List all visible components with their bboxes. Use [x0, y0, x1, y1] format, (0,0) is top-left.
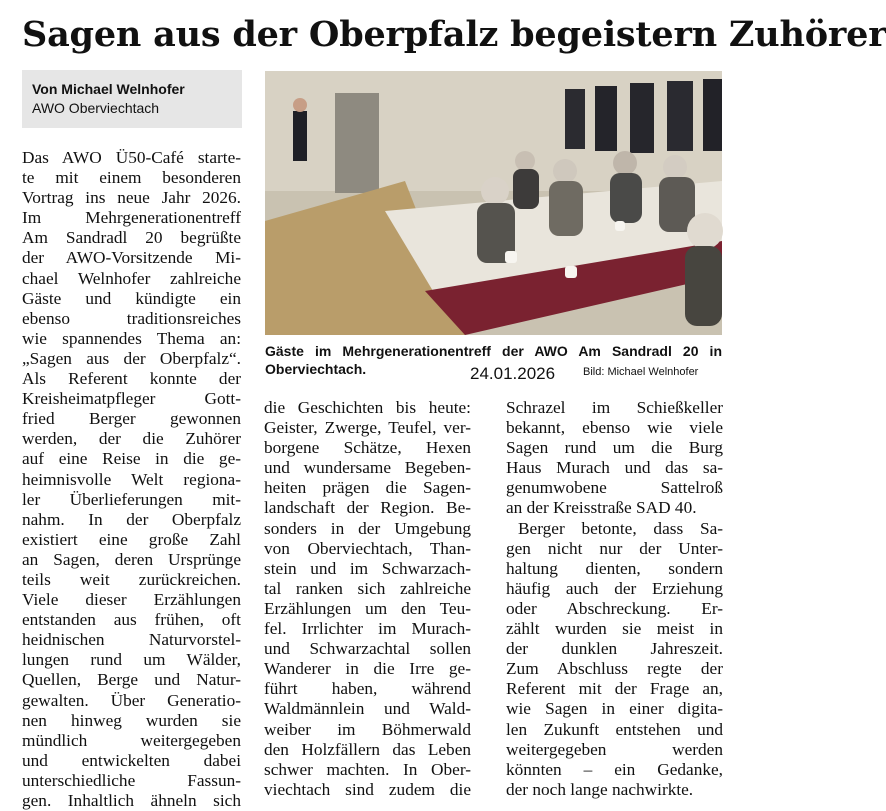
text-line: Das AWO Ü50-Café starte- — [22, 148, 241, 167]
text-line: viechtach sind zudem die — [264, 779, 471, 799]
text-line: wie spannendes Thema an: — [22, 328, 241, 348]
text-line: nen hinweg wurden sie — [22, 710, 241, 730]
text-line: könnten – ein Gedanke, — [506, 759, 723, 779]
text-line: ler Überlieferungen mit- — [22, 489, 241, 509]
text-line: und entwickelten dabei — [22, 750, 241, 770]
text-line: landschaft der Region. Be- — [264, 498, 471, 518]
article-column-1 — [22, 148, 241, 811]
text-line: der AWO-Vorsitzende Mi- — [22, 248, 241, 268]
text-line: entstanden aus frühen, oft — [22, 610, 241, 630]
text-line: genumwobene Sattelroß — [506, 478, 723, 498]
text-line: chael Welnhofer zahlreiche — [22, 268, 241, 288]
text-line: gewalten. Über Generatio- — [22, 690, 241, 710]
article-column-3 — [506, 398, 723, 800]
byline-org: AWO Oberviechtach — [32, 100, 160, 116]
text-line: der dunklen Jahreszeit. — [506, 639, 723, 659]
text-line: borgene Schätze, Hexen — [264, 438, 471, 458]
text-line: Referent mit der Frage an, — [506, 679, 723, 699]
text-line: Als Referent konnte der — [22, 369, 241, 389]
text-line: sonders in der Umgebung — [264, 518, 471, 538]
text-line: Waldmännlein und Wald- — [264, 699, 471, 719]
caption-line-1: Gäste im Mehrgenerationentreff der AWO Am Sandradl 20 in — [265, 343, 722, 359]
text-line: Erzählungen um den Teu- — [264, 598, 471, 618]
text-line: Berger betonte, dass Sa- — [518, 518, 723, 538]
text-line: weiber im Böhmerwald — [264, 719, 471, 739]
text-line: haltung dienten, sondern — [506, 558, 723, 578]
text-line: heimnisvolle Welt regiona- — [22, 469, 241, 489]
text-line: Gäste und kündigte ein — [22, 288, 241, 308]
text-line: heidnischen Naturvorstel- — [22, 630, 241, 650]
text-line: an der Kreisstraße SAD 40. — [506, 498, 697, 518]
text-line: lungen rund um Wälder, — [22, 650, 241, 670]
byline-author: Von Michael Welnhofer — [32, 81, 185, 97]
text-line: häufig auch der Erziehung — [506, 578, 723, 598]
text-line: len Zukunft entstehen und — [506, 719, 723, 739]
headline: Sagen aus der Oberpfalz begeistern Zuhörer — [22, 14, 886, 55]
text-line: und wundersame Begeben- — [264, 458, 471, 478]
text-line: „Sagen aus der Oberpfalz“. — [22, 348, 241, 368]
text-line: gen nicht nur der Unter- — [506, 538, 723, 558]
text-line: von Oberviechtach, Than- — [264, 538, 471, 558]
text-line: Quellen, Berge und Natur- — [22, 670, 241, 690]
text-line: weitergegeben werden — [506, 739, 723, 759]
text-line: oder Abschreckung. Er- — [506, 598, 723, 618]
photo-credit: Bild: Michael Welnhofer — [583, 366, 699, 378]
text-line: Geister, Zwerge, Teufel, ver- — [264, 418, 471, 438]
text-line: fried Berger gewonnen — [22, 409, 241, 429]
text-line: teils weit zurückreichen. — [22, 569, 241, 589]
text-line: auf eine Reise in die ge- — [22, 449, 241, 469]
text-line: Vortrag ins neue Jahr 2026. — [22, 188, 241, 208]
text-line: nahm. In der Oberpfalz — [22, 509, 241, 529]
text-line: und Schwarzachtal sollen — [264, 639, 471, 659]
text-line: heiten prägen die Sagen- — [264, 478, 471, 498]
text-line: existiert eine große Zahl — [22, 529, 241, 549]
caption-line-2: Oberviechtach. — [265, 361, 367, 377]
text-line: wie Sagen in einer digita- — [506, 699, 723, 719]
text-line: mündlich weitergegeben — [22, 730, 241, 750]
text-line: stein und im Schwarzach- — [264, 558, 471, 578]
text-line: Haus Murach und das sa- — [506, 458, 723, 478]
text-line: die Geschichten bis heute: — [264, 398, 471, 417]
text-line: Am Sandradl 20 begrüßte — [22, 228, 241, 248]
text-line: Schrazel im Schießkeller — [506, 398, 723, 417]
text-line: Zum Abschluss regte der — [506, 659, 723, 679]
text-line: fel. Irrlichter im Murach- — [264, 619, 471, 639]
text-line: der noch lange nachwirkte. — [506, 779, 694, 799]
text-line: te mit einem besonderen — [22, 168, 241, 188]
text-line: an Sagen, deren Ursprünge — [22, 549, 241, 569]
text-line: Sagen rund um die Burg — [506, 438, 723, 458]
text-line: Im Mehrgenerationentreff — [22, 208, 241, 228]
photo-illustration — [265, 71, 722, 335]
text-line: bekannt, ebenso wie viele — [506, 418, 723, 438]
text-line: gen. Inhaltlich ähneln sich — [22, 791, 241, 810]
article-photo — [265, 71, 722, 335]
text-line: schwer machten. In Ober- — [264, 759, 471, 779]
text-line: Viele dieser Erzählungen — [22, 590, 241, 610]
text-line: unterschiedliche Fassun- — [22, 770, 241, 790]
text-line: führt haben, während — [264, 679, 471, 699]
text-line: den Holzfällern das Leben — [264, 739, 471, 759]
text-line: Kreisheimatpfleger Gott- — [22, 389, 241, 409]
byline-box — [22, 70, 242, 128]
text-line: tal ranken sich zahlreiche — [264, 578, 471, 598]
text-line: ebenso traditionsreiches — [22, 308, 241, 328]
photo-date: 24.01.2026 — [470, 364, 556, 383]
text-line: Wanderer in die Irre ge- — [264, 659, 471, 679]
article-column-2 — [264, 398, 471, 800]
text-line: zählt wurden sie meist in — [506, 619, 723, 639]
text-line: werden, der die Zuhörer — [22, 429, 241, 449]
